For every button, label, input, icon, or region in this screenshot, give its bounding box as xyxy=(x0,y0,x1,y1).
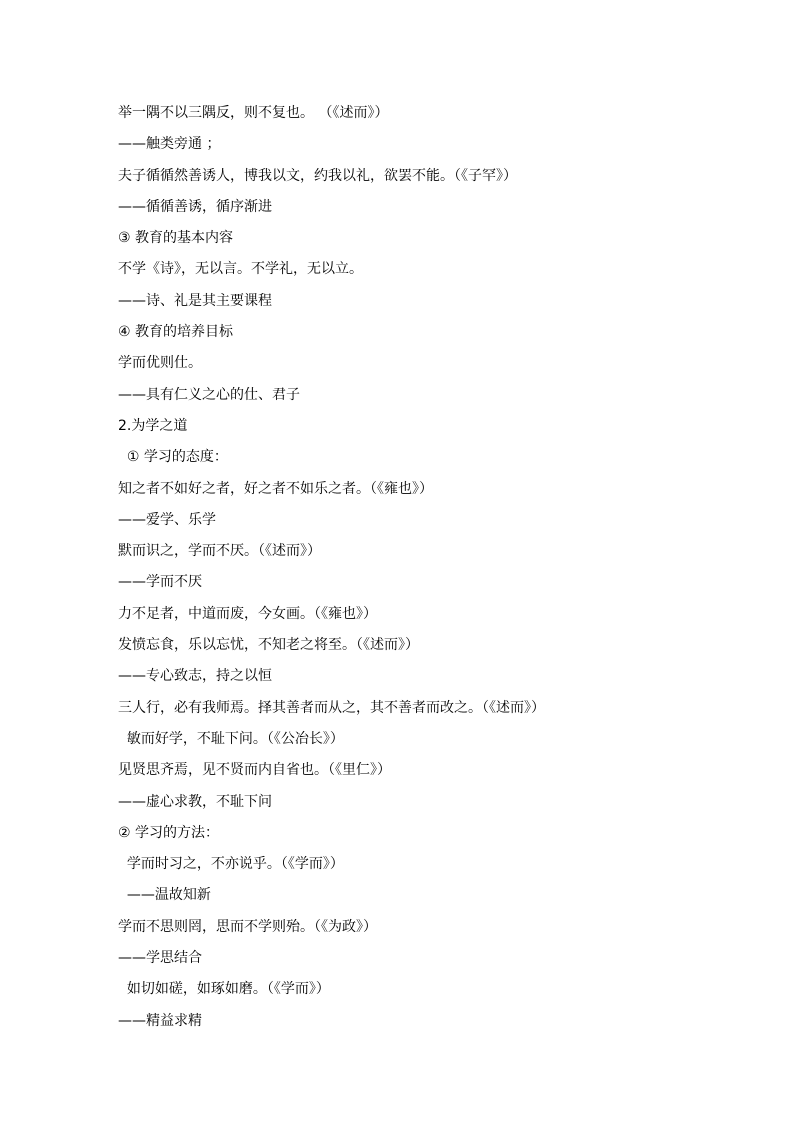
document-body xyxy=(118,98,718,1037)
text-line: 如切如磋，如琢如磨。（《学而》） xyxy=(118,981,330,998)
text-line: 发愤忘食，乐以忘忧，不知老之将至。（《述而》） xyxy=(118,637,419,654)
text-line: 敏而好学，不耻下问。（《公冶长》） xyxy=(118,730,344,747)
text-line: ——学思结合 xyxy=(118,950,202,967)
text-line: 夫子循循然善诱人，博我以文，约我以礼，欲罢不能。（《子罕》） xyxy=(118,167,517,184)
text-line: ——专心致志，持之以恒 xyxy=(118,668,272,685)
subsection-heading: ① 学习的态度： xyxy=(118,449,228,466)
text-line: ——爱学、乐学 xyxy=(118,511,216,528)
section-heading: ④ 教育的培养目标 xyxy=(118,324,234,341)
text-line: ——学而不厌 xyxy=(118,574,202,591)
text-line: ——温故知新 xyxy=(118,887,211,904)
text-line: 学而优则仕。 xyxy=(118,355,202,372)
text-line: 不学《诗》，无以言。不学礼，无以立。 xyxy=(118,261,363,278)
text-line: 三人行，必有我师焉。择其善者而从之，其不善者而改之。（《述而》） xyxy=(118,699,545,716)
text-line: 学而时习之，不亦说乎。（《学而》） xyxy=(118,856,344,873)
text-line: 力不足者，中道而废，今女画。（《雍也》） xyxy=(118,605,377,622)
text-line: ——诗、礼是其主要课程 xyxy=(118,292,272,309)
section-heading: 2.为学之道 xyxy=(118,417,188,434)
text-line: ——虚心求教，不耻下问 xyxy=(118,793,272,810)
text-line: 见贤思齐焉，见不贤而内自省也。（《里仁》） xyxy=(118,762,391,779)
text-line: ——具有仁义之心的仕、君子 xyxy=(118,386,300,403)
text-line: 举一隅不以三隅反，则不复也。 （《述而》） xyxy=(118,105,389,121)
text-line: 知之者不如好之者，好之者不如乐之者。（《雍也》） xyxy=(118,480,433,497)
text-line: 默而识之，学而不厌。（《述而》） xyxy=(118,543,321,560)
text-line: 学而不思则罔，思而不学则殆。（《为政》） xyxy=(118,918,377,935)
subsection-heading: ② 学习的方法： xyxy=(118,824,220,841)
text-line: ——循循善诱，循序渐进 xyxy=(118,198,272,215)
text-line: ——精益求精 xyxy=(118,1012,202,1029)
text-line: ——触类旁通 ； xyxy=(118,136,221,153)
section-heading: ③ 教育的基本内容 xyxy=(118,230,234,247)
